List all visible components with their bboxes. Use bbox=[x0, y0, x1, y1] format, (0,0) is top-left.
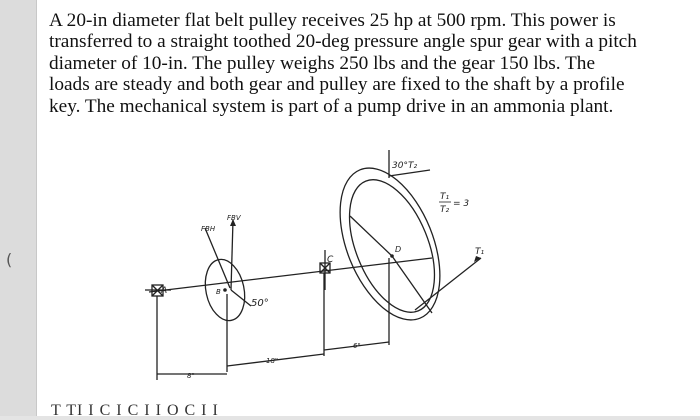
force-fbv bbox=[231, 220, 233, 290]
label-fbh: FBH bbox=[201, 225, 216, 233]
label-b: B bbox=[216, 288, 221, 296]
left-margin bbox=[0, 0, 36, 416]
label-ratio-den: T₂ bbox=[440, 205, 450, 215]
label-c: C bbox=[327, 255, 334, 265]
shaft-diagram bbox=[37, 0, 700, 416]
problem-statement: A 20-in diameter flat belt pulley receives 25 hp at 500 rpm. This power is transferred to a straight toothed 20-deg pressure angle spur gear with a pitch diameter of 10-in. The pulley weighs 250 lbs and the gear 150 lbs. The loads are steady and both gear and pulley are fixed to the shaft by a profile key. The mechanical system is part of a pump drive in an ammonia plant. bbox=[49, 10, 637, 117]
label-ratio-val: = 3 bbox=[453, 199, 470, 209]
label-dim-18: 18" bbox=[266, 357, 279, 365]
label-ratio-num: T₁ bbox=[440, 192, 450, 202]
label-t2-top: T₂ bbox=[408, 161, 418, 171]
label-t1: T₁ bbox=[475, 247, 485, 257]
label-dim-6: 6" bbox=[353, 342, 361, 350]
margin-mark: ( bbox=[6, 250, 13, 269]
label-fbv: FBV bbox=[227, 214, 241, 222]
label-a: A bbox=[161, 286, 168, 296]
label-angle-30: 30° bbox=[392, 161, 408, 171]
pulley-diag-1 bbox=[350, 216, 392, 256]
force-fbh bbox=[205, 228, 230, 288]
force-50 bbox=[231, 290, 251, 306]
label-angle-50: 50° bbox=[251, 298, 269, 309]
pulley-ellipse-outer bbox=[320, 154, 460, 335]
label-dim-8: 8" bbox=[187, 372, 195, 380]
t1-line bbox=[415, 258, 481, 310]
cutoff-text: T TI I C I C I I O C I I bbox=[51, 402, 219, 419]
pulley-ellipse-inner bbox=[332, 168, 451, 325]
pulley-diag-2 bbox=[392, 256, 432, 313]
label-d: D bbox=[395, 245, 402, 254]
problem-card bbox=[36, 0, 700, 419]
